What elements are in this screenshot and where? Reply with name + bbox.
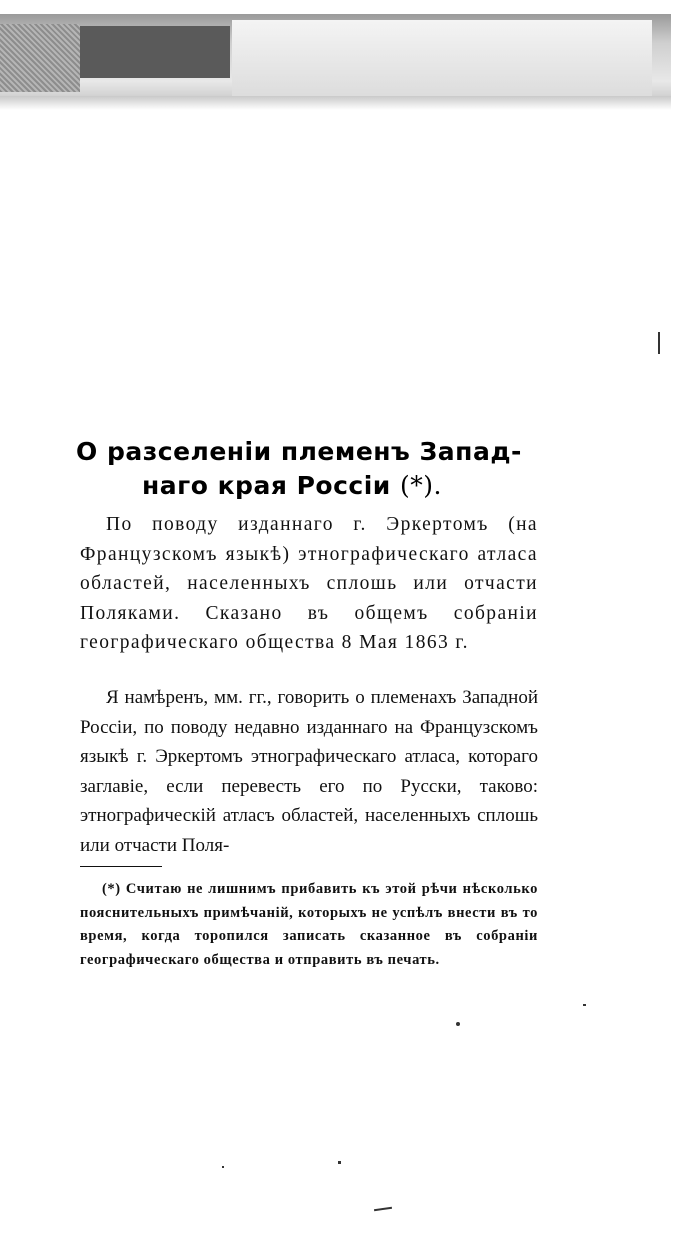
- body-paragraph: Я намѣренъ, мм. гг., говорить о племенахъ Западной Россіи, по поводу недавно изданнаго на Французскомъ языкѣ г. Эркертомъ этнографическаго атласа, котораго заглавіе, если перевесть его по Русски, таково: этнографическій атласъ областей, населенныхъ сплошь или отчасти Поля-: [80, 687, 538, 856]
- footnote-text: (*) Считаю не лишнимъ прибавить къ этой рѣчи нѣсколько пояснительныхъ примѣчаній, которыхъ не успѣлъ внести въ то время, когда торопился записать сказанное въ собраніи географическаго общества и отправить въ печать.: [80, 881, 538, 968]
- scan-edge-patch: [0, 24, 80, 92]
- article-subtitle: По поводу изданнаго г. Эркертомъ (на Французскомъ языкѣ) этнографическаго атласа областей, населенныхъ сплошь или отчасти Поляками. Сказано въ общемъ собраніи географическаго общества 8 Мая 1863 г.: [80, 514, 538, 653]
- title-line-1: О разселеніи племенъ Запад-: [76, 436, 522, 466]
- footnote-rule: [80, 866, 162, 867]
- title-line-2-text: наго края Россіи: [142, 470, 391, 500]
- title-line-2: [76, 469, 546, 503]
- scan-speck: [658, 332, 660, 354]
- scan-speck: [583, 1004, 586, 1006]
- footnote-reference: (*).: [400, 470, 442, 500]
- scan-edge-patch: [232, 20, 652, 98]
- scan-speck: [338, 1161, 341, 1164]
- scan-edge-fade: [0, 96, 671, 110]
- scan-edge-patch: [80, 26, 230, 78]
- scan-top-edge: [0, 14, 671, 110]
- scan-speck: [374, 1207, 392, 1211]
- scan-speck: [222, 1166, 224, 1168]
- article-title: [76, 435, 546, 503]
- scan-speck: [456, 1022, 460, 1026]
